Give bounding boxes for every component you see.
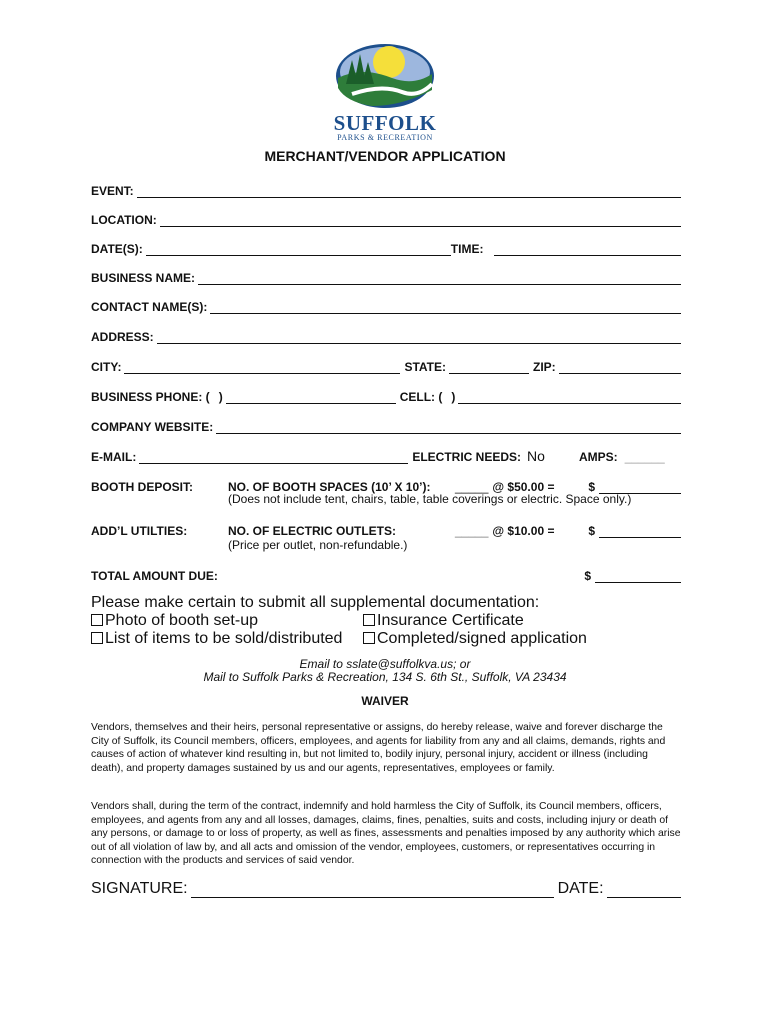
checkbox-icon[interactable] [363, 614, 375, 626]
state-label: STATE: [404, 360, 447, 374]
cell-paren-close: ) [451, 390, 456, 404]
logo-wordmark [318, 113, 452, 142]
address-label: ADDRESS: [91, 330, 154, 344]
amps-field[interactable]: ______ [624, 450, 665, 464]
contact-names-field[interactable] [210, 301, 681, 314]
utilities-row [91, 520, 681, 538]
contact-names-label: CONTACT NAME(S): [91, 300, 208, 314]
amps-label: AMPS: [579, 450, 618, 464]
booth-note: (Does not include tent, chairs, table, table coverings or electric. Space only.) [228, 492, 632, 506]
email-instructions: Email to sslate@suffolkva.us; or [299, 657, 471, 671]
business-phone-label: BUSINESS PHONE: ( [91, 390, 210, 404]
checkbox-signed-application-label: Completed/signed application [377, 630, 587, 647]
electric-needs-label: ELECTRIC NEEDS: [412, 450, 522, 464]
dates-label: DATE(S): [91, 242, 143, 256]
location-row [91, 209, 681, 227]
outlets-qty-field[interactable]: _____ [455, 524, 489, 538]
zip-field[interactable] [559, 361, 681, 374]
total-row [91, 565, 681, 583]
electric-needs-value[interactable]: No [527, 448, 545, 464]
checkbox-photo-label: Photo of booth set-up [105, 612, 258, 629]
phone-paren-close: ) [218, 390, 223, 404]
waiver-paragraph-1: Vendors, themselves and their heirs, personal representative or assigns, do hereby release, waive and forever discharge the City of Suffolk, its Council members, officers, employees, and agents for liability from any and all claims, demands, rights and causes of action of whatever kind resulting in, but not limited to, bodily injury, personal injury, accident or illness (including death), and property damages sustained by us and our agents, representatives, employees or family. [91, 722, 666, 774]
booth-deposit-label: BOOTH DEPOSIT: [91, 480, 194, 494]
email-field[interactable] [139, 451, 408, 464]
waiver-heading: WAIVER [361, 694, 409, 708]
checkbox-icon[interactable] [363, 632, 375, 644]
booth-qty-field[interactable]: _____ [455, 480, 489, 494]
total-dollar: $ [584, 569, 591, 583]
business-name-row [91, 267, 681, 285]
address-row [91, 326, 681, 344]
booth-spaces-label: NO. OF BOOTH SPACES (10’ X 10’): [228, 480, 431, 494]
zip-label: ZIP: [533, 360, 556, 374]
cell-label: CELL: ( [399, 390, 443, 404]
event-field[interactable] [137, 185, 681, 198]
company-website-label: COMPANY WEBSITE: [91, 420, 214, 434]
supplemental-heading: Please make certain to submit all supplemental documentation: [91, 594, 540, 611]
email-row [91, 446, 681, 464]
signature-label: SIGNATURE: [91, 880, 188, 897]
city-label: CITY: [91, 360, 122, 374]
outlets-price: @ $10.00 = [492, 524, 555, 538]
location-field[interactable] [160, 214, 681, 227]
cell-field[interactable] [458, 391, 681, 404]
dates-row [91, 238, 681, 256]
phone-row [91, 386, 681, 404]
checkbox-icon[interactable] [91, 632, 103, 644]
checkbox-insurance-label: Insurance Certificate [377, 612, 524, 629]
time-field[interactable] [494, 243, 681, 256]
logo-subtitle: PARKS & RECREATION [337, 133, 433, 142]
page-title: MERCHANT/VENDOR APPLICATION [264, 148, 506, 164]
location-label: LOCATION: [91, 213, 157, 227]
email-label: E-MAIL: [91, 450, 137, 464]
checkbox-insurance[interactable] [363, 612, 524, 630]
checkbox-photo[interactable] [91, 612, 258, 630]
state-field[interactable] [449, 361, 529, 374]
company-website-field[interactable] [216, 421, 681, 434]
business-name-field[interactable] [198, 272, 681, 285]
logo-sun [373, 46, 405, 78]
logo-title: SUFFOLK [333, 111, 437, 135]
checkbox-items-list[interactable] [91, 630, 342, 648]
website-row [91, 416, 681, 434]
checkbox-items-list-label: List of items to be sold/distributed [105, 630, 343, 647]
dates-field[interactable] [146, 243, 451, 256]
date-field[interactable] [607, 883, 681, 898]
time-label: TIME: [450, 242, 484, 256]
utilities-label: ADD’L UTILTIES: [91, 524, 188, 538]
booth-dollar: $ [588, 480, 596, 494]
signature-field[interactable] [191, 883, 554, 898]
booth-price: @ $50.00 = [492, 480, 555, 494]
checkbox-signed-application[interactable] [363, 630, 587, 648]
electric-outlets-label: NO. OF ELECTRIC OUTLETS: [228, 524, 396, 538]
checkbox-icon[interactable] [91, 614, 103, 626]
outlets-note: (Price per outlet, non-refundable.) [228, 538, 408, 552]
business-phone-field[interactable] [226, 391, 396, 404]
outlets-amount-field[interactable] [599, 525, 681, 538]
waiver-paragraph-2: Vendors shall, during the term of the contract, indemnify and hold harmless the City of Suffolk, its Council members, officers, employees, and agents from any and all losses, damages, claims, fines, penalties, suits and costs, including injury or death of any persons, or damage to or loss of property, as well as fines, assessments and penalties imposed by any authority which arise out of all violation of law by, and all acts and omission of the vendor, employees, customers, or representatives occurring in connection with the products and services of said vendor. [91, 801, 681, 867]
date-label: DATE: [557, 880, 604, 897]
city-field[interactable] [124, 361, 400, 374]
mail-instructions: Mail to Suffolk Parks & Recreation, 134 S. 6th St., Suffolk, VA 23434 [203, 670, 567, 684]
city-row [91, 356, 681, 374]
event-label: EVENT: [91, 184, 134, 198]
contact-names-row [91, 296, 681, 314]
total-label: TOTAL AMOUNT DUE: [91, 569, 218, 583]
business-name-label: BUSINESS NAME: [91, 271, 196, 285]
outlets-dollar: $ [588, 524, 596, 538]
event-row [91, 180, 681, 198]
total-amount-field[interactable] [595, 570, 681, 583]
signature-row [91, 878, 681, 898]
address-field[interactable] [157, 331, 681, 344]
